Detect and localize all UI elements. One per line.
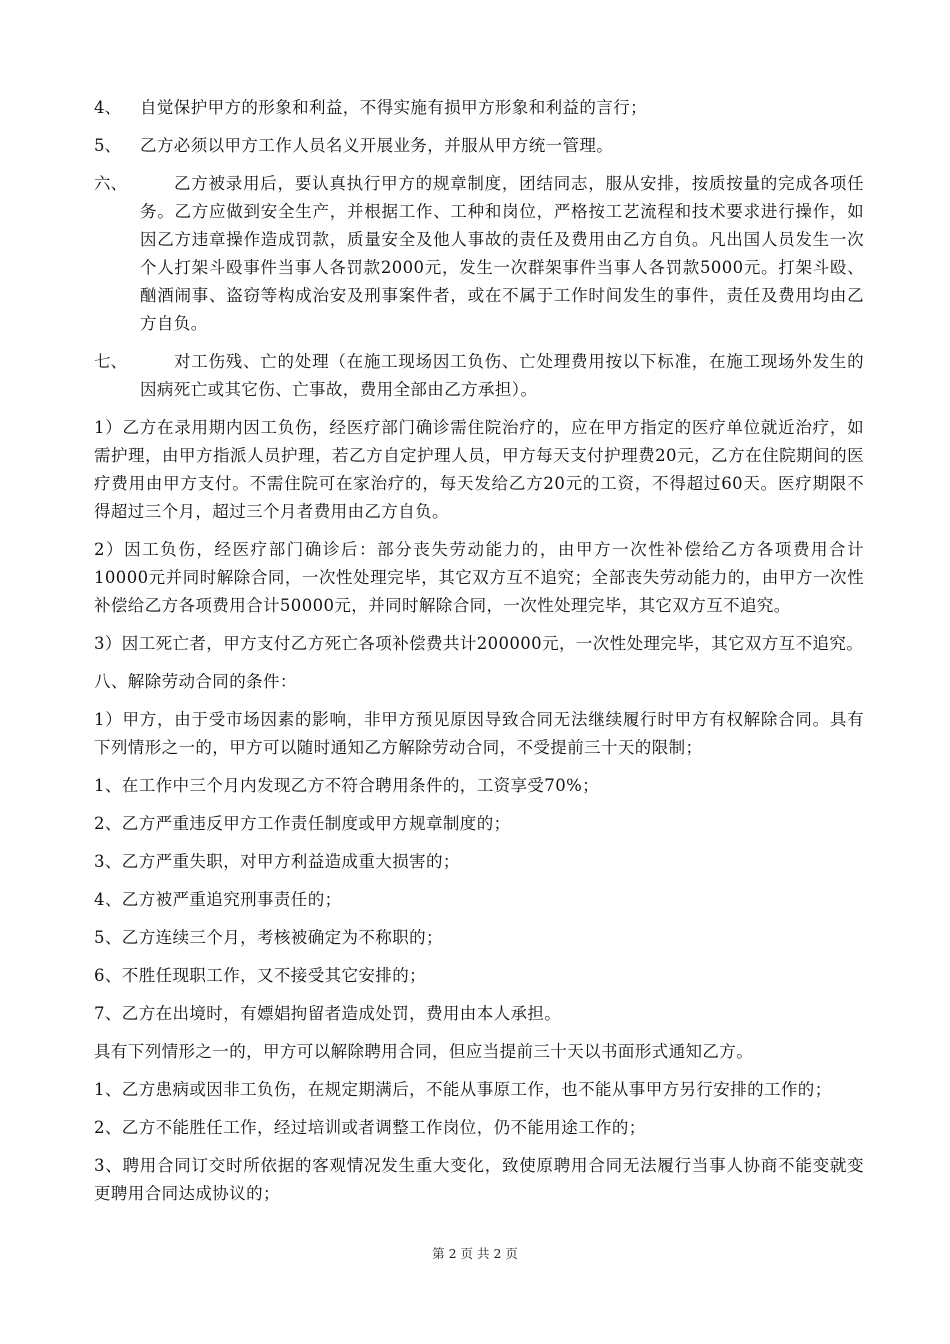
notice-intro: 具有下列情形之一的，甲方可以解除聘用合同，但应当提前三十天以书面形式通知乙方。 xyxy=(94,1042,754,1061)
injury-paragraph: 2）因工负伤，经医疗部门确诊后：部分丧失劳动能力的，由甲方一次性补偿给乙方各项费用合计10000元并同时解除合同，一次性处理完毕，其它双方互不追究；全部丧失劳动能力的，由甲方一次性补偿给乙方各项费用合计50000元，并同时解除合同，一次性处理完毕，其它双方互不追究。 xyxy=(94,540,864,615)
condition-item: 6、不胜任现职工作，又不接受其它安排的； xyxy=(94,966,426,985)
section-number: 六、 xyxy=(94,174,127,193)
condition-item: 2、乙方严重违反甲方工作责任制度或甲方规章制度的； xyxy=(94,814,511,833)
condition-item: 7、乙方在出境时，有嫖娼拘留者造成处罚，费用由本人承担。 xyxy=(94,1004,562,1023)
section-six xyxy=(94,170,864,338)
section-eight-intro: 1）甲方，由于受市场因素的影响，非甲方预见原因导致合同无法继续履行时甲方有权解除合同。具有下列情形之一的，甲方可以随时通知乙方解除劳动合同，不受提前三十天的限制； xyxy=(94,710,864,757)
condition-item: 4、乙方被严重追究刑事责任的； xyxy=(94,890,342,909)
list-item xyxy=(94,94,864,122)
injury-paragraph: 3）因工死亡者，甲方支付乙方死亡各项补偿费共计200000元，一次性处理完毕，其它双方互不追究。 xyxy=(94,634,864,653)
condition-item: 1、在工作中三个月内发现乙方不符合聘用条件的，工资享受70%； xyxy=(94,776,600,795)
list-item-text: 自觉保护甲方的形象和利益，不得实施有损甲方形象和利益的言行； xyxy=(140,98,647,117)
list-item-number: 4、 xyxy=(94,98,121,117)
notice-condition-item: 3、聘用合同订交时所依据的客观情况发生重大变化，致使原聘用合同无法履行当事人协商不能变就变更聘用合同达成协议的； xyxy=(94,1156,864,1203)
document-body xyxy=(94,94,864,1218)
section-eight-title: 八、解除劳动合同的条件： xyxy=(94,672,297,691)
page-number-footer: 第 2 页 共 2 页 xyxy=(432,1246,518,1261)
condition-item: 5、乙方连续三个月，考核被确定为不称职的； xyxy=(94,928,443,947)
list-item xyxy=(94,132,864,160)
notice-condition-item: 2、乙方不能胜任工作，经过培训或者调整工作岗位，仍不能用途工作的； xyxy=(94,1118,646,1137)
notice-condition-item: 1、乙方患病或因非工负伤，在规定期满后，不能从事原工作，也不能从事甲方另行安排的工作的； xyxy=(94,1080,832,1099)
list-item-number: 5、 xyxy=(94,136,121,155)
list-item-text: 乙方必须以甲方工作人员名义开展业务，并服从甲方统一管理。 xyxy=(140,136,614,155)
injury-paragraph: 1）乙方在录用期内因工负伤，经医疗部门确诊需住院治疗的，应在甲方指定的医疗单位就近治疗，如需护理，由甲方指派人员护理，若乙方自定护理人员，甲方每天支付护理费20元，乙方在住院期间的医疗费用由甲方支付。不需住院可在家治疗的，每天发给乙方20元的工资，不得超过60天。医疗期限不得超过三个月，超过三个月者费用由乙方自负。 xyxy=(94,418,864,521)
section-text: 乙方被录用后，要认真执行甲方的规章制度，团结同志，服从安排，按质按量的完成各项任务。乙方应做到安全生产，并根据工作、工种和岗位，严格按工艺流程和技术要求进行操作，如因乙方违章操作造成罚款，质量安全及他人事故的责任及费用由乙方自负。凡出国人员发生一次个人打架斗殴事件当事人各罚款2000元，发生一次群架事件当事人各罚款5000元。打架斗殴、酗酒闹事、盗窃等构成治安及刑事案件者，或在不属于工作时间发生的事件，责任及费用均由乙方自负。 xyxy=(140,174,864,333)
section-number: 七、 xyxy=(94,352,127,371)
section-text: 对工伤残、亡的处理（在施工现场因工负伤、亡处理费用按以下标准，在施工现场外发生的因病死亡或其它伤、亡事故，费用全部由乙方承担）。 xyxy=(140,352,864,399)
condition-item: 3、乙方严重失职，对甲方利益造成重大损害的； xyxy=(94,852,460,871)
section-seven xyxy=(94,348,864,404)
